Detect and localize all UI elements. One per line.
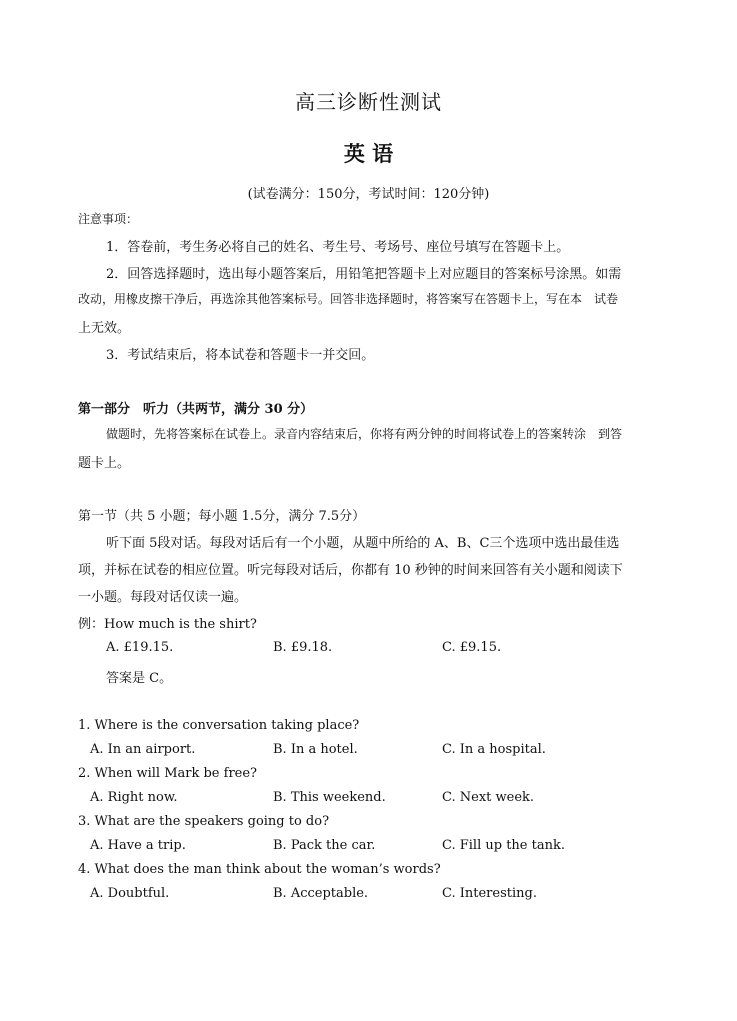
notice-item-3: 3．考试结束后，将本试卷和答题卡一并交回。 (106, 348, 375, 363)
part-1-intro-line-1: 做题时，先将答案标在试卷上。录音内容结束后，你将有两分钟的时间将试卷上的答案转涂 到答 (106, 427, 623, 441)
notice-heading: 注意事项： (78, 212, 139, 226)
question-1-option-b: B. In a hotel. (273, 742, 358, 757)
question-3-option-a: A. Have a trip. (90, 838, 186, 853)
notice-item-1: 1．答卷前，考生务必将自己的姓名、考生号、考场号、座位号填写在答题卡上。 (106, 240, 570, 255)
notice-item-2-line-1: 2．回答选择题时，选出每小题答案后，用铅笔把答题卡上对应题目的答案标号涂黑。如需 (106, 267, 622, 282)
part-1-heading: 第一部分 听力（共两节，满分 30 分） (78, 402, 314, 417)
example-option-c: C. £9.15. (442, 640, 502, 655)
exam-info: (试卷满分：150分，考试时间：120分钟) (247, 187, 490, 202)
question-3: 3. What are the speakers going to do? (78, 814, 330, 829)
example-option-b: B. £9.18. (273, 640, 333, 655)
section-1-instruction-line-3: 一小题。每段对话仅读一遍。 (78, 590, 248, 605)
example-option-a: A. £19.15. (106, 640, 174, 655)
question-2-option-c: C. Next week. (442, 790, 535, 805)
section-1-heading: 第一节（共 5 小题；每小题 1.5分，满分 7.5分） (78, 509, 366, 524)
example-answer: 答案是 C。 (106, 671, 173, 686)
question-1: 1. Where is the conversation taking place? (78, 718, 360, 733)
notice-item-2-line-3: 上无效。 (78, 321, 131, 336)
notice-item-2-line-2: 改动，用橡皮擦干净后，再选涂其他答案标号。回答非选择题时，将答案写在答题卡上，写在本 试卷 (78, 292, 619, 306)
question-4-option-b: B. Acceptable. (273, 886, 369, 901)
exam-title: 高三诊断性测试 (295, 90, 442, 114)
example-question: 例：How much is the shirt? (78, 617, 257, 632)
question-3-option-c: C. Fill up the tank. (442, 838, 565, 853)
question-4-option-c: C. Interesting. (442, 886, 537, 901)
subject-title: 英 语 (343, 141, 394, 166)
question-4-option-a: A. Doubtful. (90, 886, 170, 901)
section-1-instruction-line-2: 项，并标在试卷的相应位置。听完每段对话后，你都有 10 秒钟的时间来回答有关小题和阅读下 (78, 563, 623, 578)
section-1-instruction-line-1: 听下面 5段对话。每段对话后有一个小题，从题中所给的 A、B、C三个选项中选出最佳选 (106, 536, 620, 551)
part-1-intro-line-2: 题卡上。 (78, 456, 131, 471)
question-2-option-a: A. Right now. (90, 790, 178, 805)
question-2-option-b: B. This weekend. (273, 790, 386, 805)
question-1-option-a: A. In an airport. (90, 742, 196, 757)
question-3-option-b: B. Pack the car. (273, 838, 376, 853)
question-2: 2. When will Mark be free? (78, 766, 258, 781)
question-1-option-c: C. In a hospital. (442, 742, 546, 757)
question-4: 4. What does the man think about the woman’s words? (78, 862, 441, 877)
